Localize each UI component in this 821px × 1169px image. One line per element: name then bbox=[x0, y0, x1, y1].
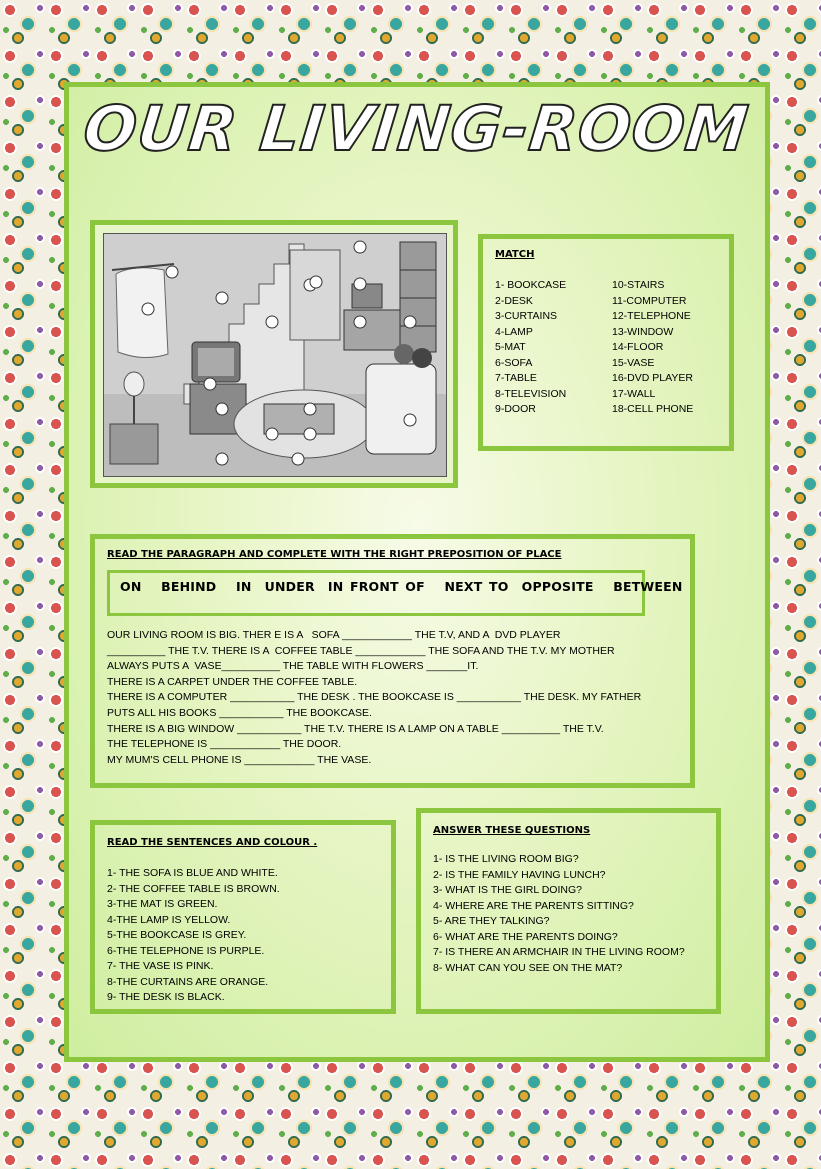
list-item: 4- WHERE ARE THE PARENTS SITTING? bbox=[433, 899, 634, 912]
list-item: 7- IS THERE AN ARMCHAIR IN THE LIVING ROOM? bbox=[433, 946, 685, 958]
living-room-picture-frame bbox=[90, 220, 458, 488]
match-item: 6-SOFA bbox=[495, 356, 533, 369]
list-item: 5-THE BOOKCASE IS GREY. bbox=[107, 929, 247, 941]
list-item: 9- THE DESK IS BLACK. bbox=[107, 991, 225, 1003]
living-room-drawing bbox=[104, 234, 446, 476]
list-item: 3- WHAT IS THE GIRL DOING? bbox=[433, 884, 582, 896]
match-item: 5-MAT bbox=[495, 341, 526, 353]
list-item: 1- IS THE LIVING ROOM BIG? bbox=[433, 853, 579, 865]
page-title: OUR LIVING-ROOM bbox=[80, 92, 753, 165]
match-item: 1- BOOKCASE bbox=[495, 279, 567, 291]
match-item: 9-DOOR bbox=[495, 403, 536, 415]
match-item: 12-TELEPHONE bbox=[612, 310, 691, 322]
questions-heading: ANSWER THESE QUESTIONS bbox=[433, 825, 591, 836]
questions-section bbox=[416, 808, 721, 1014]
list-item: 3-THE MAT IS GREEN. bbox=[107, 898, 218, 910]
list-item: 4-THE LAMP IS YELLOW. bbox=[107, 913, 231, 926]
match-section bbox=[478, 234, 734, 451]
list-item: 5- ARE THEY TALKING? bbox=[433, 915, 550, 927]
match-item: 8-TELEVISION bbox=[495, 387, 567, 400]
paragraph-line: THERE IS A CARPET UNDER THE COFFEE TABLE. bbox=[107, 675, 358, 688]
list-item: 6-THE TELEPHONE IS PURPLE. bbox=[107, 944, 265, 957]
paragraph-text bbox=[107, 628, 678, 768]
paragraph-line: THE TELEPHONE IS ____________ THE DOOR. bbox=[107, 738, 342, 751]
paragraph-line: OUR LIVING ROOM IS BIG. THER E IS A SOFA ____________ THE T.V, AND A DVD PLAYER bbox=[107, 629, 561, 641]
list-item: 8- WHAT CAN YOU SEE ON THE MAT? bbox=[433, 961, 623, 974]
colour-heading: READ THE SENTENCES AND COLOUR . bbox=[107, 837, 318, 848]
colour-section bbox=[90, 820, 396, 1014]
match-item: 11-COMPUTER bbox=[612, 294, 687, 307]
list-item: 7- THE VASE IS PINK. bbox=[107, 960, 214, 972]
match-item: 17-WALL bbox=[612, 387, 656, 400]
paragraph-line: MY MUM'S CELL PHONE IS ____________ THE VASE. bbox=[107, 753, 372, 766]
match-item: 2-DESK bbox=[495, 294, 533, 307]
paragraph-line: THERE IS A BIG WINDOW ___________ THE T.V. THERE IS A LAMP ON A TABLE __________ THE T.V. bbox=[107, 722, 604, 735]
match-item: 15-VASE bbox=[612, 356, 655, 369]
list-item: 8-THE CURTAINS ARE ORANGE. bbox=[107, 975, 269, 988]
list-item: 6- WHAT ARE THE PARENTS DOING? bbox=[433, 930, 618, 943]
match-columns bbox=[495, 278, 729, 418]
living-room-illustration bbox=[103, 233, 447, 477]
match-item: 18-CELL PHONE bbox=[612, 403, 694, 415]
match-item: 10-STAIRS bbox=[612, 279, 665, 291]
list-item: 2- THE COFFEE TABLE IS BROWN. bbox=[107, 882, 280, 895]
paragraph-line: __________ THE T.V. THERE IS A COFFEE TABLE ____________ THE SOFA AND THE T.V. MY MOTHER bbox=[107, 644, 615, 657]
questions-list bbox=[433, 852, 704, 976]
match-item: 4-LAMP bbox=[495, 325, 533, 338]
match-item: 3-CURTAINS bbox=[495, 310, 558, 322]
paragraph-heading: READ THE PARAGRAPH AND COMPLETE WITH THE RIGHT PREPOSITION OF PLACE bbox=[107, 549, 562, 560]
match-heading: MATCH bbox=[495, 249, 535, 260]
paragraph-line: PUTS ALL HIS BOOKS ___________ THE BOOKCASE. bbox=[107, 706, 372, 719]
match-right-column bbox=[612, 278, 729, 418]
match-item: 7-TABLE bbox=[495, 372, 537, 384]
preposition-list: ON BEHIND IN UNDER IN FRONT OF NEXT TO OPPOSITE BETWEEN bbox=[107, 570, 645, 616]
paragraph-section bbox=[90, 534, 695, 788]
list-item: 2- IS THE FAMILY HAVING LUNCH? bbox=[433, 868, 606, 881]
colour-list bbox=[107, 866, 379, 1006]
match-item: 14-FLOOR bbox=[612, 341, 664, 353]
match-left-column bbox=[495, 278, 612, 418]
match-item: 13-WINDOW bbox=[612, 325, 674, 338]
match-item: 16-DVD PLAYER bbox=[612, 372, 693, 384]
paragraph-line: THERE IS A COMPUTER ___________ THE DESK . THE BOOKCASE IS ___________ THE DESK. MY FATHER bbox=[107, 691, 642, 704]
list-item: 1- THE SOFA IS BLUE AND WHITE. bbox=[107, 867, 278, 879]
paragraph-line: ALWAYS PUTS A VASE__________ THE TABLE WITH FLOWERS _______IT. bbox=[107, 660, 479, 673]
